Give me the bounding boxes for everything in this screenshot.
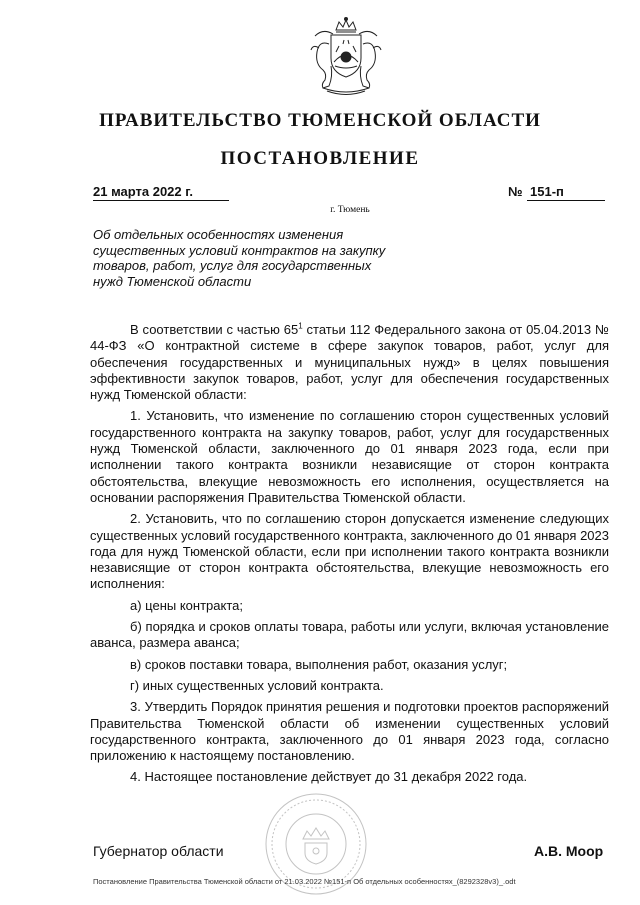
paragraph-4: 4. Настоящее постановление действует до 31 декабря 2022 года. (130, 769, 528, 785)
document-subject: Об отдельных особенностях изменения существенных условий контрактов на закупку товаров, работ, услуг для государственных нужд Тюменской области (93, 227, 386, 289)
document-date: 21 марта 2022 г. (93, 184, 229, 201)
document-type: ПОСТАНОВЛЕНИЕ (220, 148, 420, 169)
paragraph-3: 3. Утвердить Порядок принятия решения и подготовки проектов распоряжений Правительства Тюменской области об изменении существенных условий государственного контракта, заключенного до 01 января 2023 года, согласно приложению к настоящему постановлению. (90, 699, 609, 764)
signer-name: А.В. Моор (534, 843, 604, 859)
intro-text-end: статьи 112 Федерального закона от 05.04.2013 № 44-ФЗ «О контрактной системе в сфере закупок товаров, работ, услуг для обеспечения государственных и муниципальных нужд» в целях повышения эффективности закупок товаров, работ, услуг для обеспечения государственных нужд Тюменской области: (90, 322, 609, 403)
coat-of-arms-icon (303, 14, 389, 100)
city-label: г. Тюмень (330, 205, 370, 215)
paragraph-2: 2. Установить, что по соглашению сторон допускается изменение следующих существенных условий государственного контракта, заключенного до 01 января 2023 года для нужд Тюменской области, если при исполнении такого контракта возникли независящие от сторон контракта обстоятельства, влекущие невозможность его исполнения: (90, 511, 609, 592)
subitem-d: г) иных существенных условий контракта. (130, 677, 384, 693)
organization-title: ПРАВИТЕЛЬСТВО ТЮМЕНСКОЙ ОБЛАСТИ (99, 110, 541, 131)
subitem-b: б) порядка и сроков оплаты товара, работы или услуги, включая установление аванса, размера аванса; (90, 619, 609, 651)
signer-position: Губернатор области (93, 843, 224, 859)
paragraph-1: 1. Установить, что изменение по соглашению сторон существенных условий государственного контракта на закупку товаров, работ, услуг для государственных нужд Тюменской области, заключенного до 01 января 2023 года, если при исполнении такого контракта возникли независящие от сторон контракта обстоятельства, влекущие невозможность его исполнения, осуществляется на основании распоряжения Правительства Тюменской области. (90, 408, 609, 505)
intro-paragraph (90, 322, 609, 403)
document-body (90, 322, 609, 791)
intro-text-start: В соответствии с частью 65 (130, 322, 299, 337)
file-footer: Постановление Правительства Тюменской области от 21.03.2022 №151-п Об отдельных особенностях_(8292328v3)_.odt (93, 877, 516, 886)
number-sign: № (508, 184, 523, 199)
subitem-a: а) цены контракта; (130, 597, 243, 613)
subitem-c: в) сроков поставки товара, выполнения работ, оказания услуг; (130, 656, 508, 672)
intro-superscript: 1 (298, 321, 303, 331)
document-number: 151-п (527, 184, 605, 201)
